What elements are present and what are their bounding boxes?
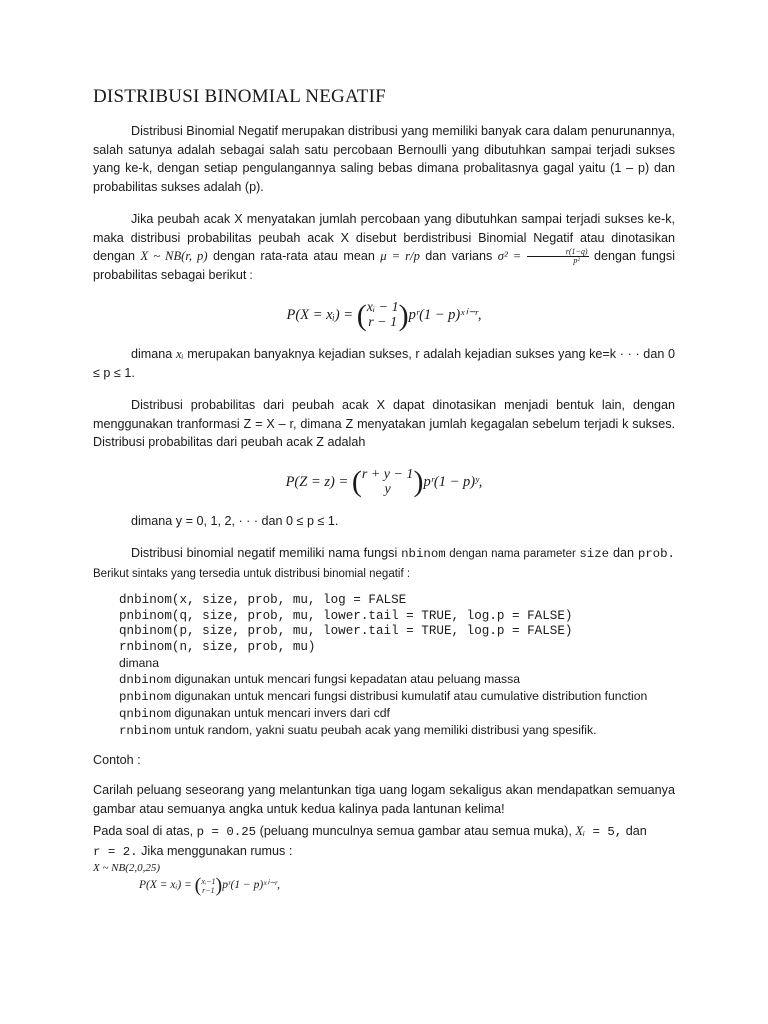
binomial-coefficient: ( xᵢ − 1 r − 1 ) [356,298,409,332]
code-line: rnbinom(n, size, prob, mu) [119,639,316,654]
binom-bottom: r−1 [202,885,215,895]
function-desc: digunakan untuk mencari invers dari cdf [171,706,390,720]
code-line: qnbinom(p, size, prob, mu, lower.tail = TRUE, log.p = FALSE) [119,624,573,638]
distribution-notation: X ~ NB(2,0,25) [93,862,161,874]
paragraph-where [93,345,675,382]
code-block [119,593,675,655]
formula-rhs: pʳ(1 − p)ˣⁱ⁻ʳ, [408,307,482,323]
text: dan [622,824,647,838]
text: : [246,269,253,282]
text: (peluang munculnya semua gambar atau semua muka), [256,824,576,838]
function-desc: digunakan untuk mencari fungsi distribusi kumulatif atau cumulative distribution function [171,689,648,703]
binom-top: xᵢ−1 [201,876,216,886]
text: Jika menggunakan rumus : [137,843,293,858]
example-question: Carilah peluang seseorang yang melantunkan tiga uang logam sekaligus akan mendapatkan semuanya gambar atau semuanya angka untuk kedua kalinya pada lantunan kelima! [93,783,675,816]
code-inline: nbinom [401,547,446,561]
formula-rhs: pʳ(1 − p)ʸ, [423,473,483,490]
math-xi: xᵢ [175,347,184,361]
paragraph-where-y: dimana y = 0, 1, 2, · · · dan 0 ≤ p ≤ 1. [131,513,339,528]
fraction-numerator: r(1−q) [527,248,589,257]
formula-pmf-z [93,466,675,498]
text: merupakan banyaknya kejadian sukses, r adalah kejadian sukses yang ke=k · · · dan 0 ≤ p ≤ 1. [93,347,675,380]
fraction-denominator: p² [573,256,580,266]
definition-list [119,655,675,739]
formula-lhs: P(X = xᵢ) = [139,879,192,891]
function-name: pnbinom [119,690,172,704]
function-desc: untuk random, yakni suatu peubah acak yang memiliki distribusi yang spesifik. [171,723,597,737]
text: dan varians [419,249,498,263]
binom-top: r + y − 1 [361,466,414,482]
formula-example [139,875,675,896]
code-inline: r = 2. [93,844,138,859]
code-inline: = 5, [585,825,623,839]
math-xi: Xᵢ [575,824,586,838]
paragraph-definition [93,210,675,285]
paragraph-transform: Distribusi probabilitas dari peubah acak X dapat dinotasikan menjadi bentuk lain, dengan menggunakan tranformasi Z = X – r, dimana Z menyatakan jumlah kegagalan sebelum terjadi k sukses. Distribusi probabilitas dari peubah acak Z adalah [93,398,675,449]
definition-item [119,722,675,739]
function-desc: digunakan untuk mencari fungsi kepadatan atau peluang massa [171,672,521,686]
text: dimana [131,347,176,361]
code-line: pnbinom(q, size, prob, mu, lower.tail = TRUE, log.p = FALSE) [119,608,573,623]
example-heading: Contoh : [93,753,141,767]
paragraph-functions [93,544,675,583]
binomial-coefficient: ( xᵢ−1 r−1 ) [194,874,223,897]
binomial-coefficient: ( r + y − 1 y ) [351,464,424,498]
text: Distribusi binomial negatif memiliki nama fungsi [131,546,402,560]
code-inline: prob. [637,547,675,561]
variance-fraction [527,248,589,265]
math-mean: μ = r/p [380,249,420,263]
function-name: dnbinom [119,673,172,687]
function-name: qnbinom [119,707,172,721]
document-title: DISTRIBUSI BINOMIAL NEGATIF [93,86,386,107]
formula-rhs: pʳ(1 − p)ˣⁱ⁻ʳ, [222,879,280,891]
text: dan [609,546,638,560]
math-variance: σ² = [497,249,522,263]
code-inline: p = 0.25 [196,825,257,839]
code-line: dnbinom(x, size, prob, mu, log = FALSE [119,593,407,607]
definition-heading: dimana [119,656,159,670]
formula-pmf-x [93,299,675,331]
text: dengan fungsi probabilitas sebagai berikut [93,249,675,282]
function-name: rnbinom [119,724,172,738]
binom-top: xᵢ − 1 [366,300,399,316]
text: Pada soal di atas, [93,824,197,838]
code-inline: size [579,547,610,561]
formula-lhs: P(X = xᵢ) = [286,307,354,323]
definition-item [119,688,675,705]
binom-bottom: r − 1 [368,315,398,331]
text: dengan nama parameter [445,548,580,560]
example-solution [93,822,675,861]
math-notation: X ~ NB(r, p) [140,249,208,263]
definition-item [119,671,675,688]
text: dengan rata-rata atau mean [207,249,381,263]
paragraph-intro: Distribusi Binomial Negatif merupakan distribusi yang memiliki banyak cara dalam penurunannya, salah satunya adalah sebagai salah satu percobaan Bernoulli yang dibutuhkan sampai terjadi sukses yang ke-k, dengan setiap pengulangannya saling bebas dimana probalitasnya gagal yaitu (1 – p) dan probabilitas sukses adalah (p). [93,124,675,194]
text: Berikut sintaks yang tersedia untuk distribusi binomial negatif : [93,567,411,580]
definition-item [119,705,675,722]
text: Jika peubah acak X menyatakan jumlah percobaan yang dibutuhkan sampai terjadi sukses ke-k, maka distribusi probabilitas peubah acak X disebut berdistribusi Binomial Negatif atau dinotasikan dengan [93,212,675,263]
binom-bottom: y [384,481,391,497]
formula-lhs: P(Z = z) = [285,473,349,490]
